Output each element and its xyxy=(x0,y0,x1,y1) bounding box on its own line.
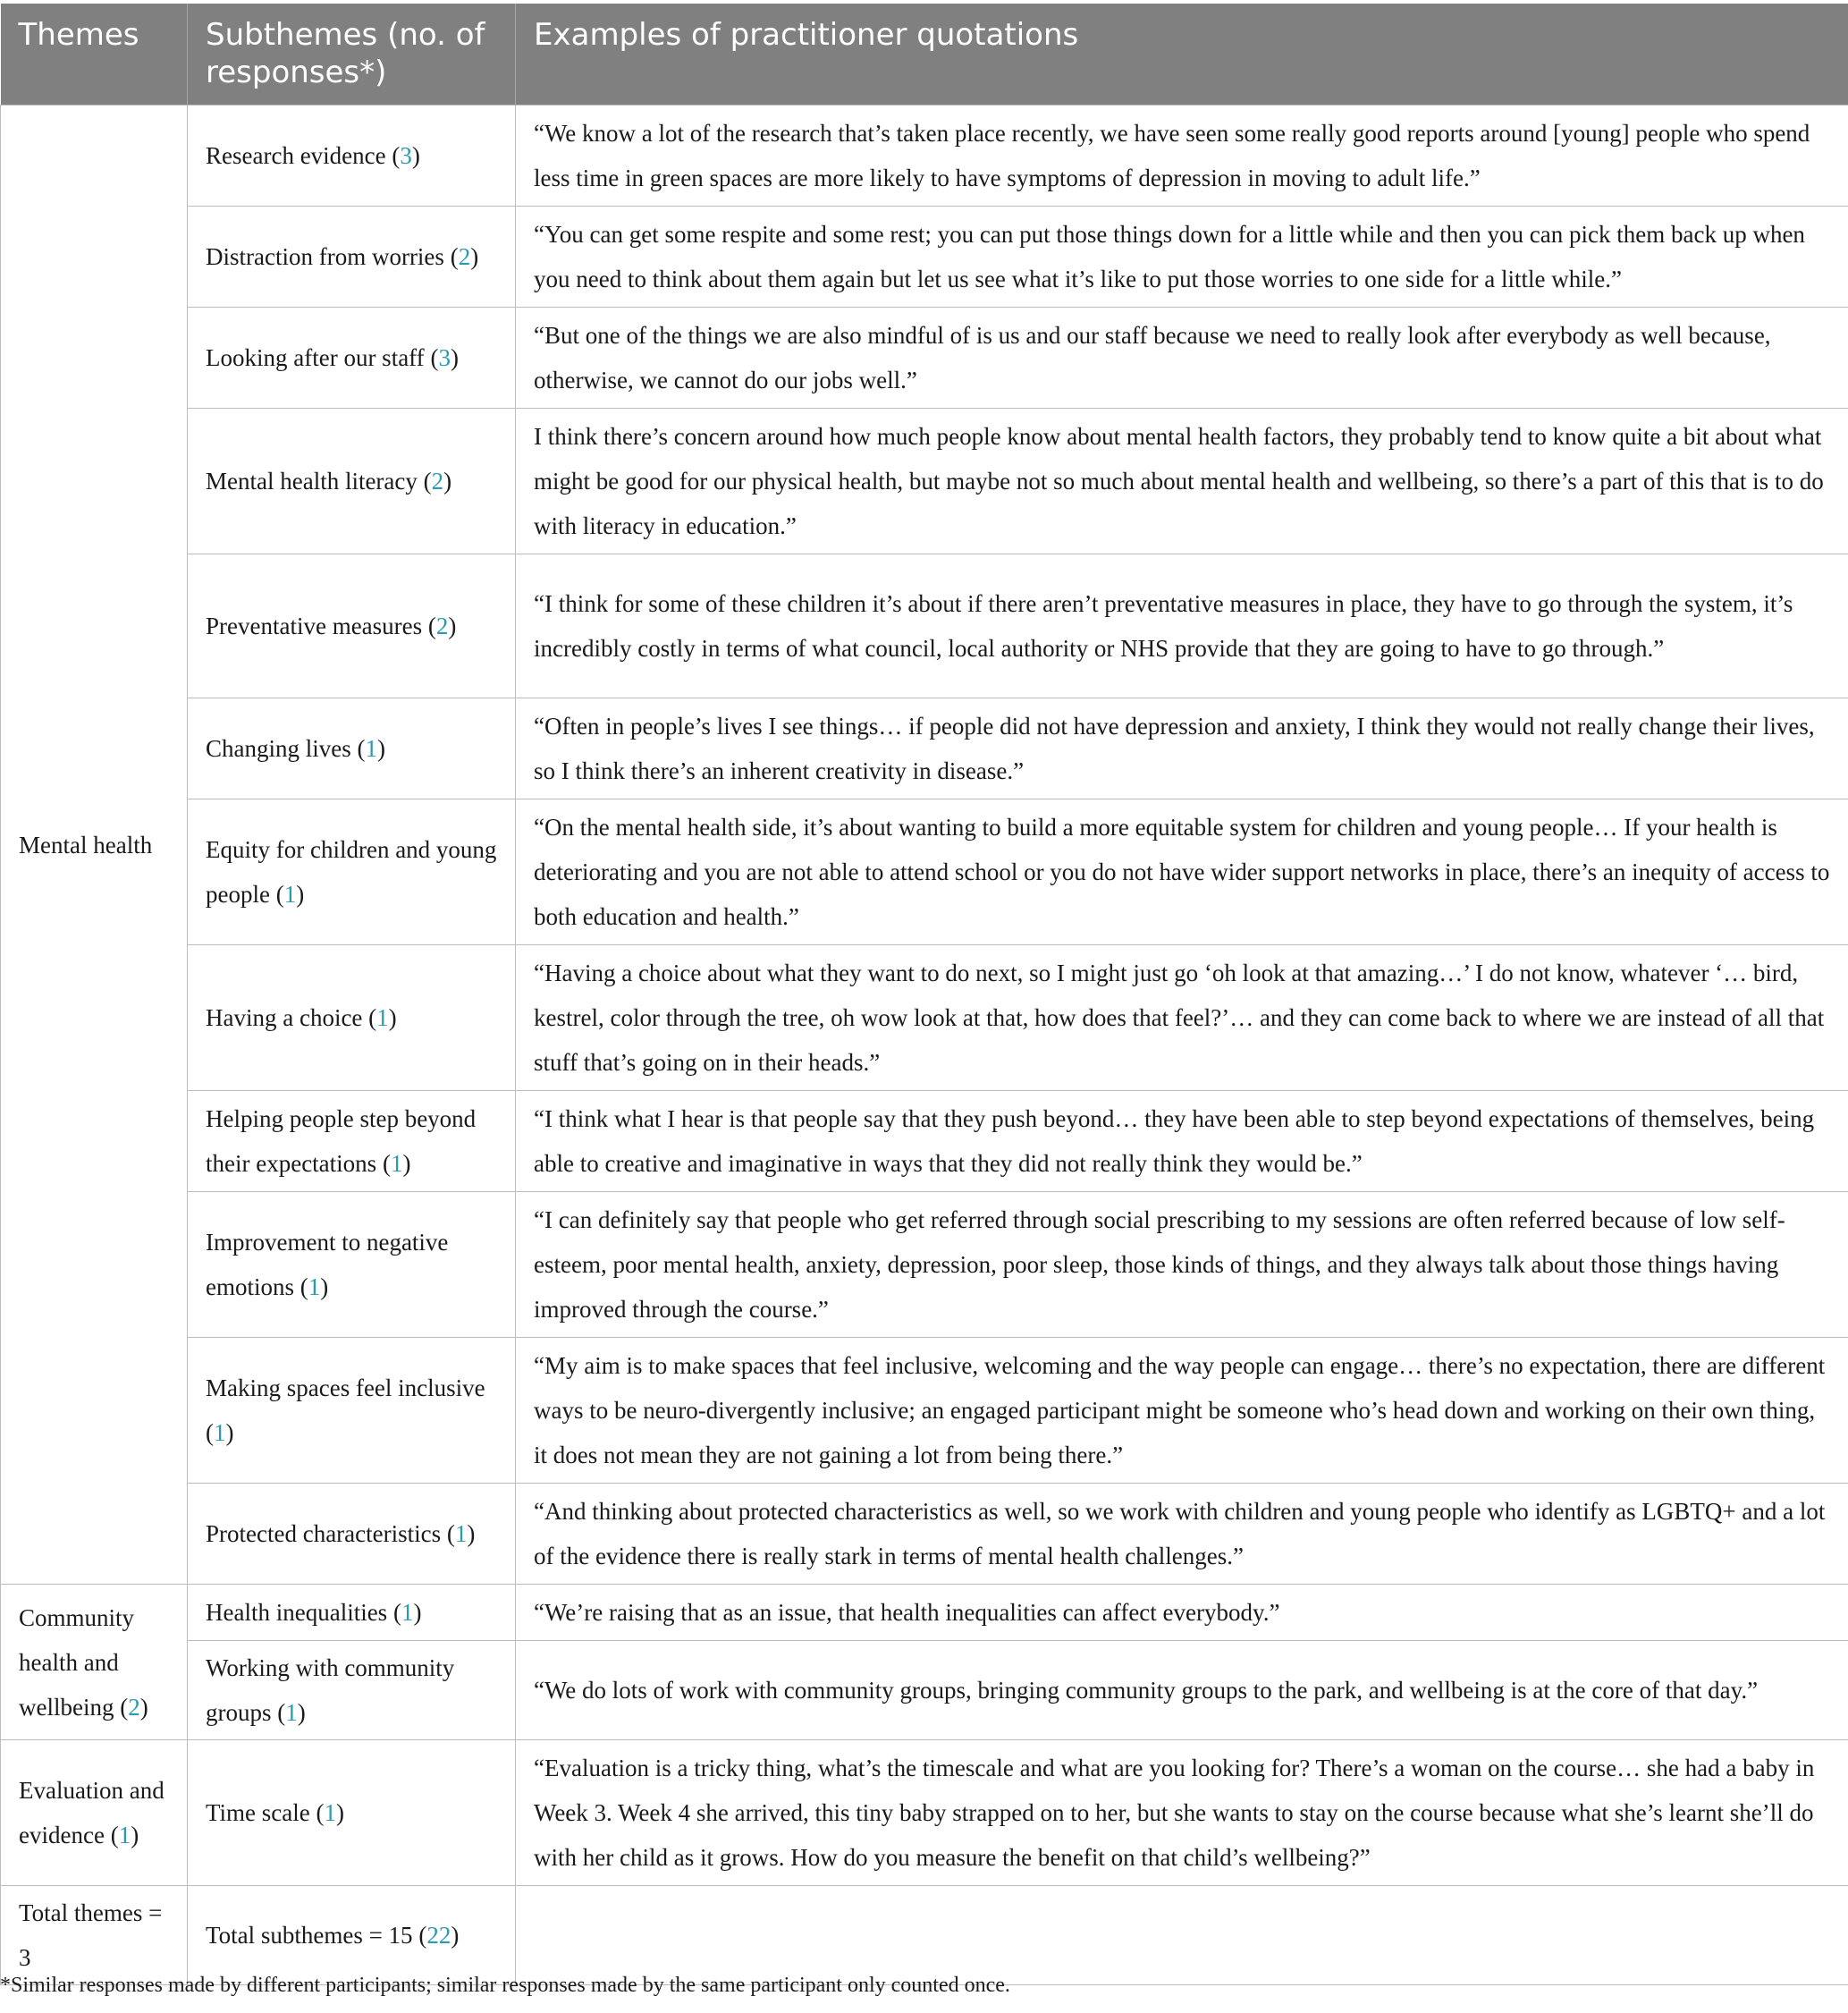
subtheme-label: Equity for children and young people xyxy=(206,836,497,908)
subtheme-cell: Working with community groups (1) xyxy=(188,1641,516,1740)
table-row xyxy=(1,1641,1848,1740)
subtheme-cell: Helping people step beyond their expectations (1) xyxy=(188,1091,516,1192)
response-count: 1 xyxy=(365,735,377,762)
subtheme-label: Improvement to negative emotions xyxy=(206,1229,449,1300)
table-row xyxy=(1,409,1848,554)
quote-cell: “Evaluation is a tricky thing, what’s the timescale and what are you looking for? There’s a woman on the course… she had a baby in Week 3. Week 4 she arrived, this tiny baby strapped on to her, but she wants to stay on the course because what she’s learnt she’ll do with her child as it grows. How do you measure the benefit on that child’s wellbeing?” xyxy=(516,1740,1848,1886)
table-row xyxy=(1,207,1848,308)
response-count: 1 xyxy=(308,1273,321,1300)
subtheme-cell: Improvement to negative emotions (1) xyxy=(188,1192,516,1338)
subtheme-label: Preventative measures xyxy=(206,613,423,639)
subtheme-cell: Distraction from worries (2) xyxy=(188,207,516,308)
subtheme-cell: Protected characteristics (1) xyxy=(188,1484,516,1585)
response-count: 22 xyxy=(426,1922,451,1949)
quote-cell: “We know a lot of the research that’s taken place recently, we have seen some really good reports around [young] people who spend less time in green spaces are more likely to have symptoms of depression in moving to adult life.” xyxy=(516,106,1848,207)
response-count: 1 xyxy=(401,1599,414,1626)
theme-count: 2 xyxy=(128,1693,140,1721)
table-row xyxy=(1,1484,1848,1585)
table-row xyxy=(1,308,1848,409)
table-row xyxy=(1,106,1848,207)
table-row xyxy=(1,1192,1848,1338)
response-count: 1 xyxy=(324,1799,336,1826)
subtheme-label: Protected characteristics xyxy=(206,1520,442,1547)
subtheme-label: Working with community groups xyxy=(206,1654,455,1726)
subtheme-cell: Time scale (1) xyxy=(188,1740,516,1886)
subtheme-cell: Equity for children and young people (1) xyxy=(188,799,516,945)
theme-cell: Community health and wellbeing (2) xyxy=(1,1585,188,1740)
response-count: 1 xyxy=(390,1150,403,1177)
response-count: 2 xyxy=(431,468,444,495)
quote-cell: “But one of the things we are also mindful of is us and our staff because we need to really look after everybody as well because, otherwise, we cannot do our jobs well.” xyxy=(516,308,1848,409)
table-row xyxy=(1,1338,1848,1484)
table-row xyxy=(1,1886,1848,1985)
response-count: 1 xyxy=(285,1699,298,1726)
table-row xyxy=(1,698,1848,799)
quote-cell: “I think what I hear is that people say that they push beyond… they have been able to step beyond expectations of themselves, being able to creative and imaginative in ways that they did not really think they would be.” xyxy=(516,1091,1848,1192)
quote-cell xyxy=(516,1886,1848,1985)
response-count: 1 xyxy=(283,881,297,908)
subtheme-cell: Preventative measures (2) xyxy=(188,554,516,698)
table-row xyxy=(1,1740,1848,1886)
theme-label: Mental health xyxy=(19,831,153,858)
subtheme-label: Mental health literacy xyxy=(206,468,418,495)
subtheme-label: Changing lives xyxy=(206,735,351,762)
response-count: 2 xyxy=(458,243,471,270)
subtheme-cell: Research evidence (3) xyxy=(188,106,516,207)
subtheme-label: Helping people step beyond their expectations xyxy=(206,1105,477,1177)
subtheme-cell: Health inequalities (1) xyxy=(188,1585,516,1641)
theme-label: Evaluation and evidence xyxy=(19,1777,165,1848)
subtheme-cell: Making spaces feel inclusive (1) xyxy=(188,1338,516,1484)
subtheme-cell: Having a choice (1) xyxy=(188,945,516,1091)
subtheme-label: Time scale xyxy=(206,1799,310,1826)
response-count: 2 xyxy=(435,613,449,639)
subtheme-cell: Changing lives (1) xyxy=(188,698,516,799)
response-count: 1 xyxy=(214,1419,226,1446)
quote-cell: “Often in people’s lives I see things… if people did not have depression and anxiety, I think they would not really change their lives, so I think there’s an inherent creativity in disease.” xyxy=(516,698,1848,799)
quote-cell: “I think for some of these children it’s about if there aren’t preventative measures in place, they have to go through the system, it’s incredibly costly in terms of what council, local authority or NHS provide that they are going to have to go through.” xyxy=(516,554,1848,698)
header-quotations: Examples of practitioner quotations xyxy=(516,4,1848,106)
subtheme-label: Total subthemes = 15 xyxy=(206,1922,413,1949)
table-row xyxy=(1,799,1848,945)
table-row xyxy=(1,1585,1848,1641)
subtheme-cell: Mental health literacy (2) xyxy=(188,409,516,554)
subtheme-cell: Total subthemes = 15 (22) xyxy=(188,1886,516,1985)
theme-label: Total themes = 3 xyxy=(19,1899,163,1971)
themes-table xyxy=(0,4,1848,1985)
quote-cell: “And thinking about protected characteristics as well, so we work with children and young people who identify as LGBTQ+ and a lot of the evidence there is really stark in terms of mental health challenges.” xyxy=(516,1484,1848,1585)
table-row xyxy=(1,945,1848,1091)
header-row xyxy=(1,4,1848,106)
header-subthemes: Subthemes (no. of responses*) xyxy=(188,4,516,106)
subtheme-label: Research evidence xyxy=(206,142,386,169)
theme-cell xyxy=(1,1886,188,1985)
table-row xyxy=(1,1091,1848,1192)
quote-cell: “You can get some respite and some rest; you can put those things down for a little while and then you can pick them back up when you need to think about them again but let us see what it’s like to put those worries to one side for a little while.” xyxy=(516,207,1848,308)
theme-cell xyxy=(1,106,188,1585)
subtheme-label: Distraction from worries xyxy=(206,243,444,270)
response-count: 3 xyxy=(400,142,412,169)
response-count: 1 xyxy=(376,1004,389,1031)
table-footnote: *Similar responses made by different participants; similar responses made by the same participant only counted once. xyxy=(0,1974,1010,1997)
quote-cell: “I can definitely say that people who get referred through social prescribing to my sessions are often referred because of low self-esteem, poor mental health, anxiety, depression, poor sleep, those kinds of things, and they always talk about those things having improved through the course.” xyxy=(516,1192,1848,1338)
quote-cell: “Having a choice about what they want to do next, so I might just go ‘oh look at that amazing…’ I do not know, whatever ‘… bird, kestrel, color through the tree, oh wow look at that, how does that feel?’… and they can come back to where we are instead of all that stuff that’s going on in their heads.” xyxy=(516,945,1848,1091)
quote-cell: “We’re raising that as an issue, that health inequalities can affect everybody.” xyxy=(516,1585,1848,1641)
subtheme-label: Looking after our staff xyxy=(206,344,425,371)
subtheme-label: Health inequalities xyxy=(206,1599,388,1626)
quote-cell: “We do lots of work with community groups, bringing community groups to the park, and wellbeing is at the core of that day.” xyxy=(516,1641,1848,1740)
quote-cell: “On the mental health side, it’s about wanting to build a more equitable system for children and young people… If your health is deteriorating and you are not able to attend school or you do not have wider support networks in place, there’s an inequity of access to both education and health.” xyxy=(516,799,1848,945)
table-row xyxy=(1,554,1848,698)
quote-cell: “My aim is to make spaces that feel inclusive, welcoming and the way people can engage… there’s no expectation, there are different ways to be neuro-divergently inclusive; an engaged participant might be someone who’s head down and working on their own thing, it does not mean they are not gaining a lot from being there.” xyxy=(516,1338,1848,1484)
response-count: 1 xyxy=(454,1520,468,1547)
header-themes: Themes xyxy=(1,4,188,106)
theme-count: 1 xyxy=(118,1822,131,1848)
subtheme-cell: Looking after our staff (3) xyxy=(188,308,516,409)
subtheme-label: Having a choice xyxy=(206,1004,363,1031)
theme-label: Community health and wellbeing xyxy=(19,1603,135,1721)
subtheme-label: Making spaces feel inclusive xyxy=(206,1374,485,1401)
theme-cell: Evaluation and evidence (1) xyxy=(1,1740,188,1886)
quote-cell: I think there’s concern around how much people know about mental health factors, they probably tend to know quite a bit about what might be good for our physical health, but maybe not so much about mental health and wellbeing, so there’s a part of this that is to do with literacy in education.” xyxy=(516,409,1848,554)
response-count: 3 xyxy=(438,344,451,371)
